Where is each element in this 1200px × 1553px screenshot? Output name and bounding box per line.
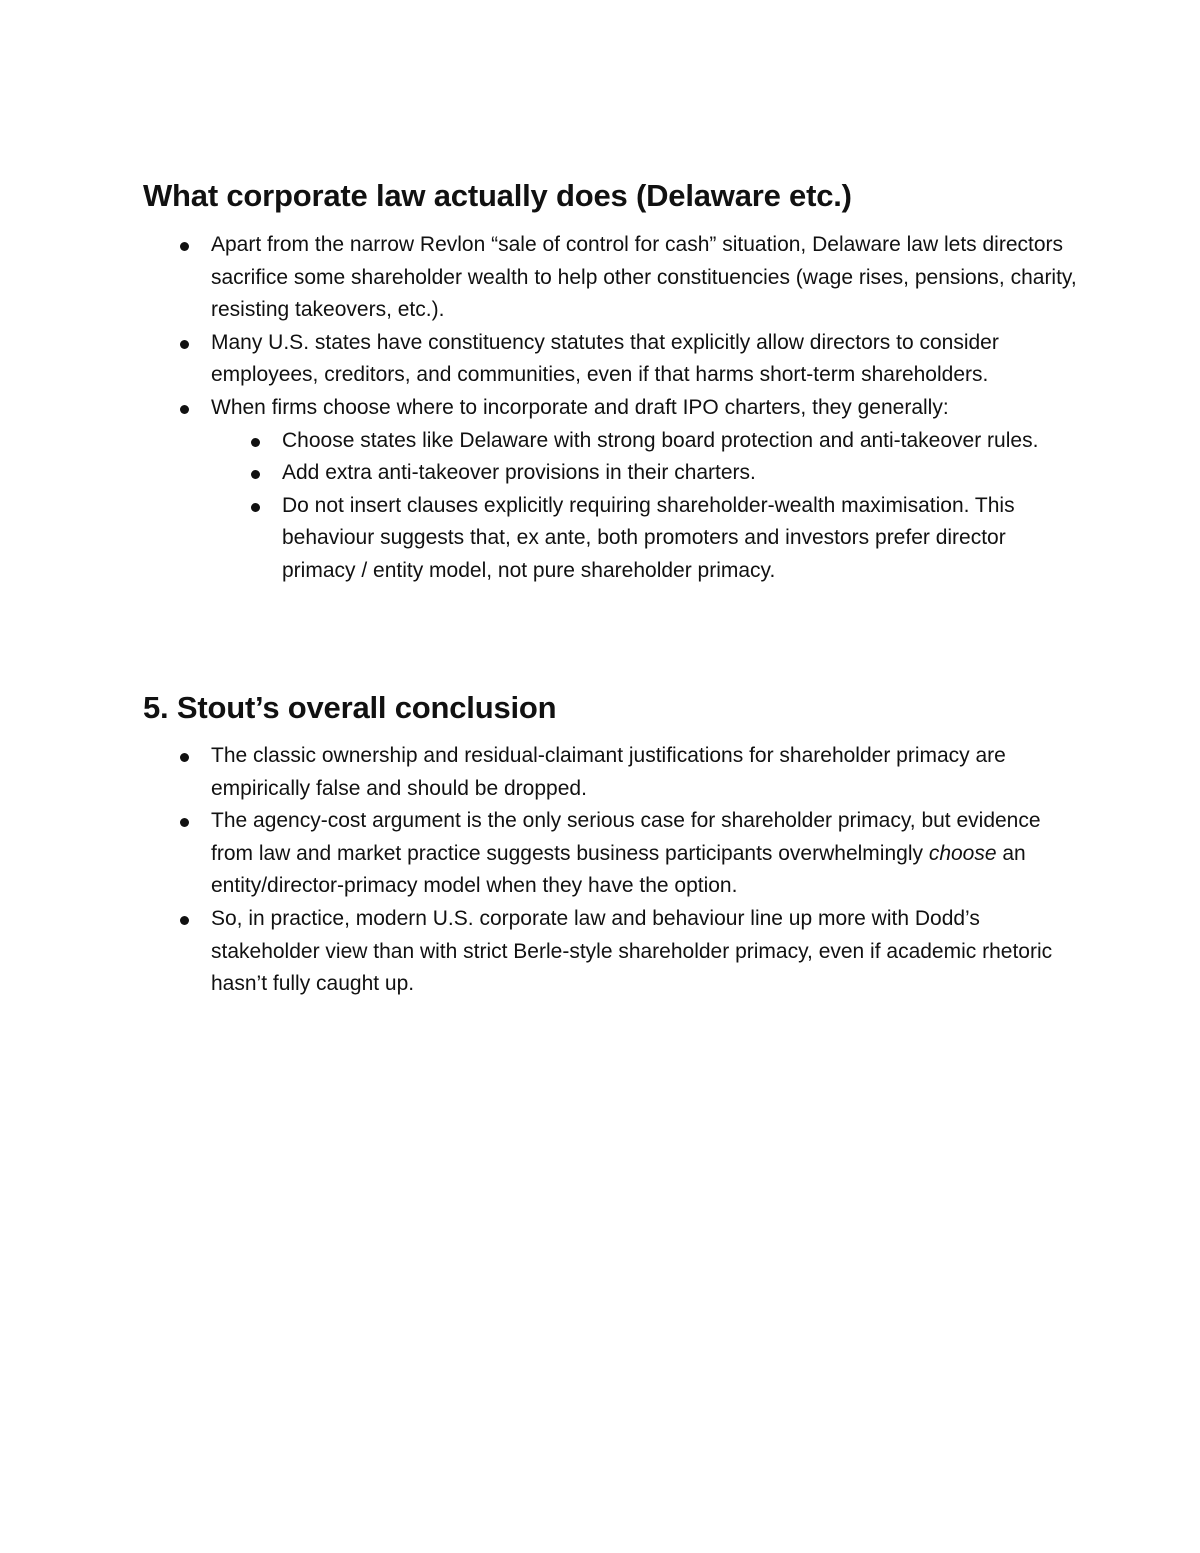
section-stout-conclusion bbox=[143, 688, 1083, 1001]
list-item-text: The classic ownership and residual-claimant justifications for shareholder primacy are empirically false and should be dropped. bbox=[211, 744, 1006, 800]
bullet-dot-icon bbox=[180, 242, 189, 251]
sub-bullet-list bbox=[214, 425, 1083, 588]
bullet-dot-icon bbox=[180, 405, 189, 414]
list-item-text: Apart from the narrow Revlon “sale of control for cash” situation, Delaware law lets directors sacrifice some shareholder wealth to help other constituencies (wage rises, pensions, charity, resisting takeovers, etc.). bbox=[211, 233, 1077, 322]
sub-list-item bbox=[214, 425, 1083, 458]
bullet-dot-icon bbox=[251, 470, 260, 479]
section-heading: 5. Stout’s overall conclusion bbox=[143, 690, 557, 725]
bullet-dot-icon bbox=[180, 818, 189, 827]
bullet-list bbox=[143, 229, 1083, 425]
list-item-text: So, in practice, modern U.S. corporate law and behaviour line up more with Dodd’s stakeholder view than with strict Berle-style shareholder primacy, even if academic rhetoric hasn’t fully caught up. bbox=[211, 906, 1053, 996]
list-item bbox=[143, 229, 1083, 327]
list-item-text: When firms choose where to incorporate and draft IPO charters, they generally: bbox=[211, 395, 949, 419]
bullet-list bbox=[143, 740, 1083, 1001]
bullet-dot-icon bbox=[180, 340, 189, 349]
bullet-dot-icon bbox=[251, 503, 260, 512]
sub-list-item-text: Do not insert clauses explicitly requiring shareholder-wealth maximisation. This behaviour suggests that, ex ante, both promoters and investors prefer director primacy / entity model, not pure shareholder primacy. bbox=[282, 493, 1015, 582]
list-item-text: Many U.S. states have constituency statutes that explicitly allow directors to consider employees, creditors, and communities, even if that harms short-term shareholders. bbox=[211, 330, 999, 387]
list-item bbox=[143, 805, 1083, 903]
list-item bbox=[143, 903, 1083, 1001]
list-item bbox=[143, 327, 1083, 392]
emphasis-text: choose bbox=[928, 841, 997, 865]
bullet-dot-icon bbox=[251, 438, 260, 447]
sub-list-item bbox=[214, 457, 1083, 490]
list-item bbox=[143, 392, 1083, 425]
sub-list-item bbox=[214, 490, 1083, 588]
list-item-text-before: The agency-cost argument is the only serious case for shareholder primacy, but evidence from law and market practice suggests business participants overwhelmingly bbox=[211, 809, 1041, 865]
bullet-dot-icon bbox=[180, 753, 189, 762]
sub-list-item-text: Add extra anti-takeover provisions in their charters. bbox=[282, 461, 756, 485]
sub-list-item-text: Choose states like Delaware with strong board protection and anti-takeover rules. bbox=[282, 428, 1039, 452]
bullet-dot-icon bbox=[180, 916, 189, 925]
section-heading: What corporate law actually does (Delaware etc.) bbox=[143, 178, 852, 213]
section-corporate-law bbox=[143, 176, 1083, 588]
list-item-text-after: an entity/director-primacy model when they have the option. bbox=[211, 841, 1026, 898]
list-item bbox=[143, 740, 1083, 805]
